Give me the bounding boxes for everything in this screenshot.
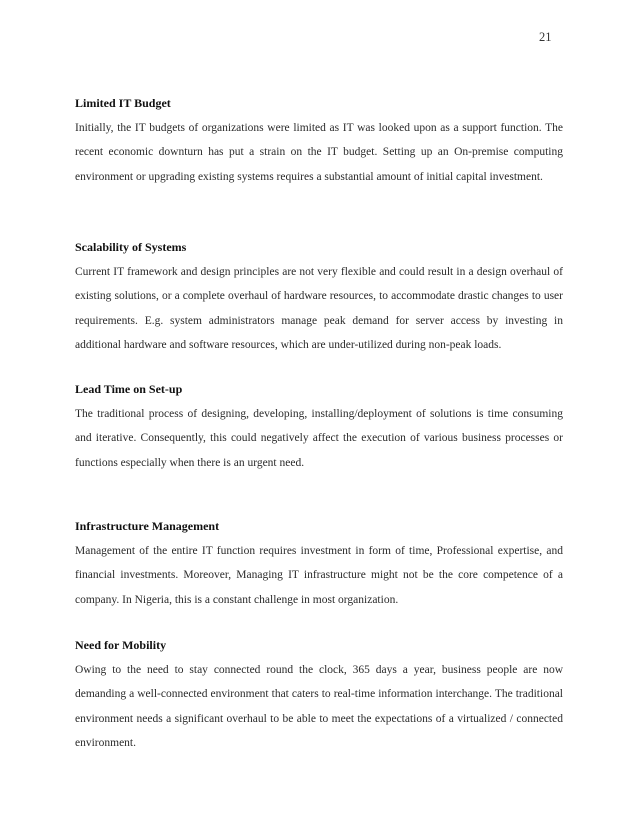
section-heading: Need for Mobility [75,638,167,652]
section-lead-time-on-set-up [75,377,563,475]
page-number: 21 [539,30,552,44]
section-body: The traditional process of designing, developing, installing/deployment of solutions is time consuming and iterative. Consequently, this could negatively affect the execution of various business processes or functions especially when there is an urgent need. [75,407,563,469]
section-body: Current IT framework and design principles are not very flexible and could result in a design overhaul of existing solutions, or a complete overhaul of hardware resources, to accommodate drastic changes to user requirements. E.g. system administrators manage peak demand for server access by investing in additional hardware and software resources, which are under-utilized during non-peak loads. [75,265,563,352]
section-limited-it-budget [75,91,563,189]
section-need-for-mobility [75,633,563,756]
section-heading: Limited IT Budget [75,96,171,110]
section-body: Management of the entire IT function requires investment in form of time, Professional expertise, and financial investments. Moreover, Managing IT infrastructure might not be the core competence of a company. In Nigeria, this is a constant challenge in most organization. [75,544,563,606]
section-heading: Infrastructure Management [75,519,220,533]
section-infrastructure-management [75,514,563,612]
section-scalability-of-systems [75,235,563,358]
section-body: Initially, the IT budgets of organizations were limited as IT was looked upon as a support function. The recent economic downturn has put a strain on the IT budget. Setting up an On-premise computing environment or upgrading existing systems requires a substantial amount of initial capital investment. [75,121,563,183]
section-heading: Scalability of Systems [75,240,187,254]
section-heading: Lead Time on Set-up [75,382,183,396]
section-body: Owing to the need to stay connected round the clock, 365 days a year, business people are now demanding a well-connected environment that caters to real-time information interchange. The traditional environment needs a significant overhaul to be able to meet the expectations of a virtualized / connected environment. [75,663,563,750]
